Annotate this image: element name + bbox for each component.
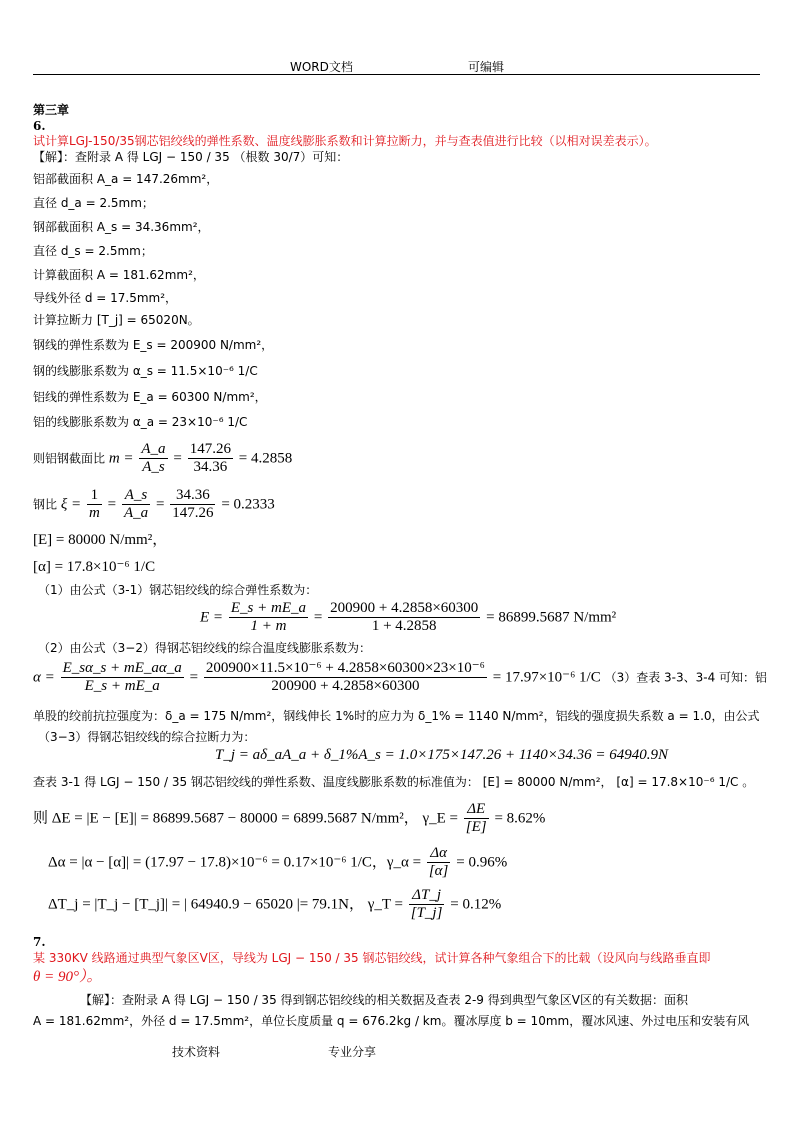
line-breaking-force: 计算拉断力 [T_j] = 65020N。 [33,313,200,327]
answer7-line2: A = 181.62mm²，外径 d = 17.5mm²，单位长度质量 q = 676.2kg / km。覆冰厚度 b = 10mm，覆冰风速、外过电压和安装有风 [33,1014,750,1028]
standard-values-line: 查表 3-1 得 LGJ − 150 / 35 钢芯铝绞线的弹性系数、温度线膨胀系数的标准值为： [E] = 80000 N/mm²， [α] = 17.8×10⁻⁶ 1/C 。 [33,775,755,789]
steel-ratio-label: 钢比 [33,497,58,512]
step3-line2: 单股的绞前抗拉强度为：δ_a = 175 N/mm²，钢线伸长 1%时的应力为 δ_1% = 1140 N/mm²，铝线的强度损失系数 a = 1.0，由公式 [33,709,760,723]
fraction: $\frac{A\_a}{A\_s}$ [141,441,166,476]
area-ratio-equation: 则铝钢截面比 m = $\frac{A\_a}{A\_s}$ = $\frac{147.26}{34.36}$ = 4.2858 [33,441,293,476]
question7-number: 7. [33,935,46,949]
line-aluminum-expansion: 铝的线膨胀系数为 α_a = 23×10⁻⁶ 1/C [33,415,248,429]
line-aluminum-diameter: 直径 d_a = 2.5mm； [33,196,154,210]
line-outer-diameter: 导线外径 d = 17.5mm²， [33,291,178,305]
question-number: 6. [33,119,46,133]
line-total-area: 计算截面积 A = 181.62mm²， [33,268,205,282]
breaking-force-equation: T_j = aδ_aA_a + δ_1%A_s = 1.0×175×147.26 + 1140×34.36 = 64940.9N [215,747,668,763]
step2-equation: α = $\frac{E\_s\alpha\_s + mE\_a\alpha\_a}{E\_s + mE\_a}$ = $\frac{\text{200900×11.5×10⁻⁶ + 4.2858×60300×23×10⁻⁶}}{200900 + 4.2858\times 60300}$ = 17.97×10⁻⁶ 1/C （3）查表 3-3、3-4 可知：铝 [33,660,768,695]
fraction: $\frac{147.26}{34.36}$ [189,441,231,476]
line-aluminum-elasticity: 铝线的弹性系数为 E_a = 60300 N/mm²， [33,390,267,404]
line-steel-area: 钢部截面积 A_s = 34.36mm²， [33,220,210,234]
line-steel-diameter: 直径 d_s = 2.5mm； [33,244,153,258]
step3-line3: （3−3）得钢芯铝绞线的综合拉断力为： [38,730,256,744]
question7-text-line2: θ = 90°）。 [33,969,102,985]
standard-expansion: [α] = 17.8×10⁻⁶ 1/C [33,559,156,575]
header-right: 可编辑 [468,60,505,74]
delta-e-equation: 则 ΔE = |E − [E]| = 86899.5687 − 80000 = 6899.5687 N/mm²， γ_E = $\frac{\Delta E}{[E]}$ = 8.62% [33,801,546,836]
delta-alpha-equation: Δα = |α − [α]| = (17.97 − 17.8)×10⁻⁶ = 0.17×10⁻⁶ 1/C，γ_α = $\frac{\Delta\alpha}{[\alpha]}$ = 0.96% [48,845,508,880]
delta-t-equation: ΔT_j = |T_j − [T_j]| = | 64940.9 − 65020 |= 79.1N， γ_T = $\frac{\Delta T\_j}{[T\_j]}$ = 0.12% [48,887,502,922]
area-ratio-label: 则铝钢截面比 [33,451,106,466]
answer7-line1: 【解】：查附录 A 得 LGJ − 150 / 35 得到钢芯铝绞线的相关数据及查表 2-9 得到典型气象区Ⅴ区的有关数据：面积 [80,993,688,1007]
footer-right: 专业分享 [328,1045,377,1059]
step3-text: （3）查表 3-3、3-4 可知：铝 [604,670,768,685]
question7-text-line1: 某 330KV 线路通过典型气象区Ⅴ区，导线为 LGJ − 150 / 35 钢芯铝绞线，试计算各种气象组合下的比载（设风向与线路垂直即 [33,951,711,965]
step1-equation: E = $\frac{E\_s + mE\_a}{1 + m}$ = $\frac{200900 + 4.2858\times 60300}{1 + 4.2858}$ = 86899.5687 N/mm² [200,600,617,635]
line-steel-expansion: 钢的线膨胀系数为 α_s = 11.5×10⁻⁶ 1/C [33,364,258,378]
answer-intro: 【解】：查附录 A 得 LGJ − 150 / 35 （根数 30/7）可知： [33,150,349,164]
step2-text: （2）由公式（3−2）得钢芯铝绞线的综合温度线膨胀系数为： [38,641,371,655]
question-text: 试计算LGJ-150/35钢芯铝绞线的弹性系数、温度线膨胀系数和计算拉断力，并与查表值进行比较（以相对误差表示）。 [33,134,657,148]
standard-elasticity: [E] = 80000 N/mm²， [33,532,168,548]
line-steel-elasticity: 钢线的弹性系数为 E_s = 200900 N/mm²， [33,338,274,352]
line-aluminum-area: 铝部截面积 A_a = 147.26mm²， [33,172,219,186]
steel-ratio-equation: 钢比 ξ = $\frac{1}{m}$ = $\frac{A\_s}{A\_a}$ = $\frac{34.36}{147.26}$ = 0.2333 [33,487,275,522]
header-rule [33,74,760,75]
footer-left: 技术资料 [172,1045,221,1059]
chapter-title: 第三章 [33,103,70,117]
header-left: WORD文档 [290,60,353,74]
step1-text: （1）由公式（3-1）钢芯铝绞线的综合弹性系数为： [38,583,318,597]
